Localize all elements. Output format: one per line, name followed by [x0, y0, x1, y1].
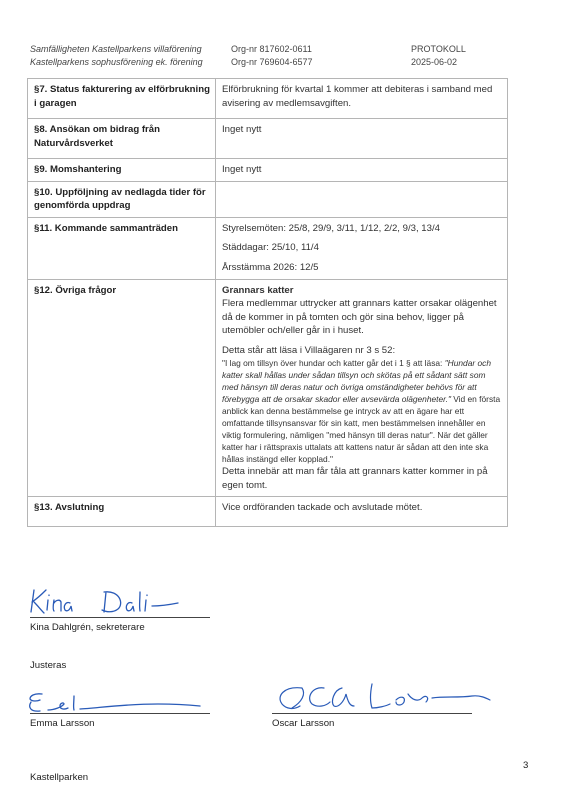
item-subtitle: Grannars katter	[222, 284, 294, 296]
item-title: §11. Kommande sammanträden	[28, 217, 216, 279]
law-quote: "I lag om tillsyn över hundar och katter går det i 1 § att läsa: "Hundar och katter skall hållas under sådan tillsyn och skötas på ett sådant sätt som med hänsyn till deras natur och övriga omständigheter behövs för att förebygga att de orsakar skador eller avsevärda olägenheter." Vid en första anblick kan denna bestämmelse ge intryck av att en ägare har ett omfattande tillsynsansvar för sin katt, men bestämmelsen innehåller en viktig formulering, nämligen "med hänsyn till deras natur". När det gäller katter har i rättspraxis uttalats att kattens natur är sådan att den inte ska hållas instängd eller kopplad."	[222, 358, 501, 464]
table-row	[28, 181, 508, 217]
organisation-names: Samfälligheten Kastellparkens villaförening Kastellparkens sophusförening ek. förening	[30, 44, 203, 67]
protocol-meta	[411, 43, 466, 69]
item-text	[216, 181, 508, 217]
secretary-name: Kina Dahlgrén, sekreterare	[30, 622, 145, 633]
item-title: §12. Övriga frågor	[28, 279, 216, 497]
board-meetings: Styrelsemöten: 25/8, 29/9, 3/11, 1/12, 2/2, 9/3, 13/4	[222, 222, 440, 234]
item-text: Inget nytt	[216, 119, 508, 159]
adjuster2-name: Oscar Larsson	[272, 718, 335, 729]
paragraph: Flera medlemmar uttrycker att grannars katter orsakar olägenhet då de kommer in på tomten och gör sina behov, ligger på utemöbler och/eller går in i huset.	[222, 298, 497, 336]
signature-line	[30, 713, 210, 714]
footer-text: Kastellparken	[30, 772, 89, 783]
document-type: PROTOKOLL	[411, 44, 466, 54]
other-questions	[216, 279, 508, 497]
item-text: Inget nytt	[216, 159, 508, 182]
table-row	[28, 279, 508, 497]
item-title: §13. Avslutning	[28, 497, 216, 527]
table-row	[28, 217, 508, 279]
table-row	[28, 159, 508, 182]
meeting-dates	[216, 217, 508, 279]
item-title: §10. Uppföljning av nedlagda tider för genomförda uppdrag	[28, 181, 216, 217]
item-title: §8. Ansökan om bidrag från Naturvårdsverket	[28, 119, 216, 159]
table-row	[28, 119, 508, 159]
item-title: §9. Momshantering	[28, 159, 216, 182]
adjuster2-signature	[272, 680, 498, 716]
table-row	[28, 497, 508, 527]
paragraph: Detta står att läsa i Villaägaren nr 3 s 52:	[222, 344, 396, 356]
secretary-signature	[28, 586, 198, 618]
paragraph: Detta innebär att man får tåla att grannars katter kommer in på egen tomt.	[222, 466, 488, 491]
item-text: Vice ordföranden tackade och avslutade mötet.	[216, 497, 508, 527]
organisation-numbers: Org-nr 817602-0611 Org-nr 769604-6577	[231, 44, 313, 67]
cleaning-days: Städdagar: 25/10, 11/4	[222, 242, 319, 253]
signature-line	[272, 713, 472, 714]
table-row	[28, 79, 508, 119]
item-title: §7. Status fakturering av elförbrukning i garagen	[28, 79, 216, 119]
verified-label: Justeras	[30, 660, 67, 671]
annual-meeting: Årsstämma 2026: 12/5	[222, 261, 319, 273]
adjuster1-name: Emma Larsson	[30, 718, 95, 729]
item-text: Elförbrukning för kvartal 1 kommer att debiteras i samband med avisering av medlemsavgiften.	[216, 79, 508, 119]
protocol-date: 2025-06-02	[411, 57, 458, 67]
minutes-table	[27, 78, 508, 527]
signature-line	[30, 617, 210, 618]
page-number: 3	[523, 760, 529, 771]
